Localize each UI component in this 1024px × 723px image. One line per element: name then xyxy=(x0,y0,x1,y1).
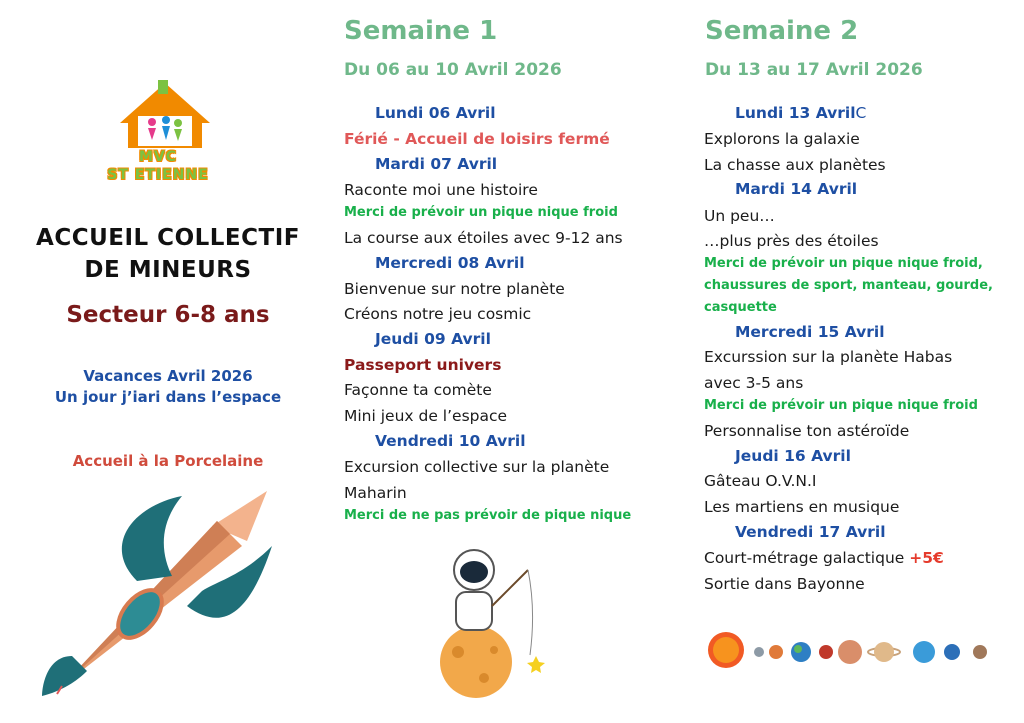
week2-note: Merci de prévoir un pique nique froid xyxy=(704,398,978,413)
week2-note: chaussures de sport, manteau, gourde, xyxy=(704,278,993,293)
week1-line: Mini jeux de l’espace xyxy=(344,407,508,425)
page-title xyxy=(12,222,324,286)
week1-line: Raconte moi une histoire xyxy=(344,181,538,199)
accueil-location: Accueil à la Porcelaine xyxy=(72,452,264,470)
week1-day-thursday: Jeudi 09 Avril xyxy=(375,330,491,348)
week1-line: Férié - Accueil de loisirs fermé xyxy=(344,130,610,148)
week2-dates: Du 13 au 17 Avril 2026 xyxy=(705,60,923,80)
week2-line: Gâteau O.V.N.I xyxy=(704,472,817,490)
week1-line: La course aux étoiles avec 9-12 ans xyxy=(344,229,623,247)
week2-line: Les martiens en musique xyxy=(704,498,900,516)
week1-line: Excursion collective sur la planète xyxy=(344,458,610,476)
week2-line: La chasse aux planètes xyxy=(704,156,886,174)
week1-note: Merci de ne pas prévoir de pique nique xyxy=(344,508,632,523)
week1-line: Passeport univers xyxy=(344,356,502,374)
week2-day-friday: Vendredi 17 Avril xyxy=(735,523,886,541)
logo-text-mvc: MVC xyxy=(138,149,178,165)
week2-line: Sortie dans Bayonne xyxy=(704,575,865,593)
week1-day-wednesday: Mercredi 08 Avril xyxy=(375,254,525,272)
rocket-illustration xyxy=(42,486,282,696)
week2-line: Un peu… xyxy=(704,207,775,225)
week1-line: Maharin xyxy=(344,484,407,502)
week1-day-monday: Lundi 06 Avril xyxy=(375,104,496,122)
week1-line: Bienvenue sur notre planète xyxy=(344,280,565,298)
sector-label: Secteur 6-8 ans xyxy=(66,302,270,328)
logo-text-st-etienne: ST ETIENNE xyxy=(107,167,209,183)
week1-note: Merci de prévoir un pique nique froid xyxy=(344,205,618,220)
planets-illustration xyxy=(704,630,996,670)
week2-line: Excurssion sur la planète Habas xyxy=(704,348,953,366)
week1-title: Semaine 1 xyxy=(344,16,498,46)
week2-line-courtmetrage xyxy=(704,549,944,567)
week2-note: casquette xyxy=(704,300,777,315)
week2-line: Explorons la galaxie xyxy=(704,130,860,148)
theme-label: Un jour j’iari dans l’espace xyxy=(54,388,282,406)
week2-note: Merci de prévoir un pique nique froid, xyxy=(704,256,983,271)
week2-day-thursday: Jeudi 16 Avril xyxy=(735,447,851,465)
week2-stray-letter: C xyxy=(855,104,867,122)
week1-dates: Du 06 au 10 Avril 2026 xyxy=(344,60,562,80)
price-tag: +5€ xyxy=(909,549,944,567)
week2-day-wednesday: Mercredi 15 Avril xyxy=(735,323,885,341)
week2-day-monday-line xyxy=(735,104,866,122)
week2-line: avec 3-5 ans xyxy=(704,374,804,392)
week2-day-monday: Lundi 13 Avril xyxy=(735,104,856,122)
week2-day-tuesday: Mardi 14 Avril xyxy=(735,180,858,198)
week2-line: Court-métrage galactique xyxy=(704,549,910,567)
week1-day-tuesday: Mardi 07 Avril xyxy=(375,155,498,173)
title-line-1: ACCUEIL COLLECTIF xyxy=(36,225,300,251)
week2-line: …plus près des étoiles xyxy=(704,232,879,250)
week1-day-friday: Vendredi 10 Avril xyxy=(375,432,526,450)
vacances-label: Vacances Avril 2026 xyxy=(83,367,253,385)
astronaut-illustration xyxy=(418,540,558,700)
week2-line: Personnalise ton astéroïde xyxy=(704,422,910,440)
week1-line: Façonne ta comète xyxy=(344,381,492,399)
week2-title: Semaine 2 xyxy=(705,16,859,46)
week1-line: Créons notre jeu cosmic xyxy=(344,305,532,323)
title-line-2: DE MINEURS xyxy=(84,257,252,283)
